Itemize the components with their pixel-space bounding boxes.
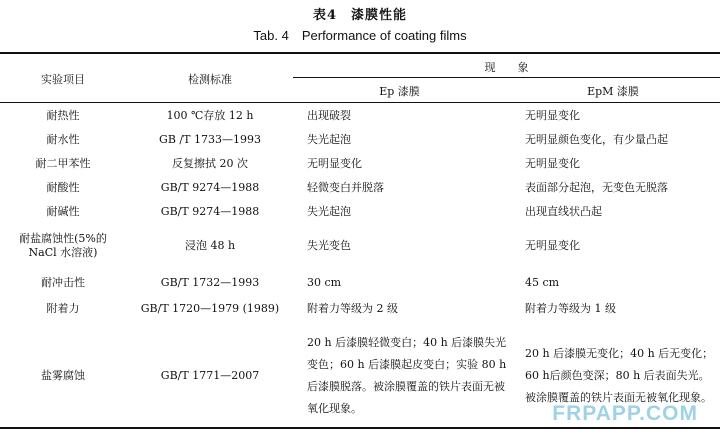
row-epm: 20 h 后漆膜无变化；40 h 后无变化；60 h后颜色变深；80 h 后表面失光。被涂膜覆盖的铁片表面无被氧化现象。 [525, 347, 714, 404]
row-epm: 无明显颜色变化，有少量凸起 [525, 133, 668, 146]
row-standard: GB/T 1771—2007 [160, 369, 260, 382]
watermark: FRPAPP.COM [552, 402, 698, 425]
row-ep: 无明显变化 [307, 157, 362, 170]
row-item: 耐冲击性 [41, 276, 85, 289]
row-standard: GB/T 1732—1993 [160, 276, 260, 289]
header-standard: 检测标准 [188, 73, 232, 86]
row-ep: 附着力等级为 2 级 [307, 302, 398, 315]
row-standard: 反复擦拭 20 次 [172, 157, 248, 170]
bottom-rule [0, 427, 720, 429]
row-epm: 表面部分起泡，无变色无脱落 [525, 181, 668, 194]
row-standard: GB/T 9274—1988 [160, 205, 260, 218]
row-item: 耐热性 [46, 109, 80, 122]
row-item: 耐二甲苯性 [35, 157, 91, 170]
row-epm: 无明显变化 [525, 157, 580, 170]
row-item: 耐碱性 [46, 205, 80, 218]
row-ep: 出现破裂 [307, 109, 351, 122]
row-standard: GB /T 1733—1993 [159, 133, 261, 146]
header-epm: EpM 漆膜 [587, 85, 639, 98]
top-rule [0, 52, 720, 54]
table-title-en: Tab. 4 Performance of coating films [253, 28, 467, 43]
row-item: 耐水性 [46, 133, 80, 146]
row-standard: GB/T 1720—1979 (1989) [140, 302, 280, 315]
row-ep: 20 h 后漆膜轻微变白；40 h 后漆膜失光变色；60 h 后漆膜起皮变白；实验 80 h 后漆膜脱落。被涂膜覆盖的铁片表面无被氧化现象。 [307, 336, 507, 415]
row-epm: 无明显变化 [525, 239, 580, 252]
row-standard: 浸泡 48 h [184, 239, 236, 252]
row-epm: 附着力等级为 1 级 [525, 302, 616, 315]
header-item: 实验项目 [41, 73, 85, 86]
row-standard: 100 ℃存放 12 h [166, 109, 254, 122]
header-ep: Ep 漆膜 [379, 85, 420, 98]
row-item: 盐雾腐蚀 [41, 369, 85, 382]
table-title-cn: 表4 漆膜性能 [312, 8, 408, 23]
row-ep: 轻微变白并脱落 [307, 181, 384, 194]
phenomenon-sub-rule [293, 77, 720, 78]
row-epm: 45 cm [525, 276, 560, 289]
row-standard: GB/T 9274—1988 [160, 181, 260, 194]
row-ep: 失光起泡 [307, 205, 351, 218]
row-item: 耐酸性 [46, 181, 80, 194]
row-item: 附着力 [46, 302, 80, 315]
row-ep: 失光变色 [307, 239, 351, 252]
row-epm: 无明显变化 [525, 109, 580, 122]
header-phenomenon: 现 象 [484, 61, 529, 74]
row-ep: 失光起泡 [307, 133, 351, 146]
row-epm: 出现直线状凸起 [525, 205, 602, 218]
header-rule [0, 102, 720, 103]
row-item: 耐盐腐蚀性(5%的 NaCl 水溶液) [19, 232, 107, 259]
row-ep: 30 cm [307, 276, 342, 289]
